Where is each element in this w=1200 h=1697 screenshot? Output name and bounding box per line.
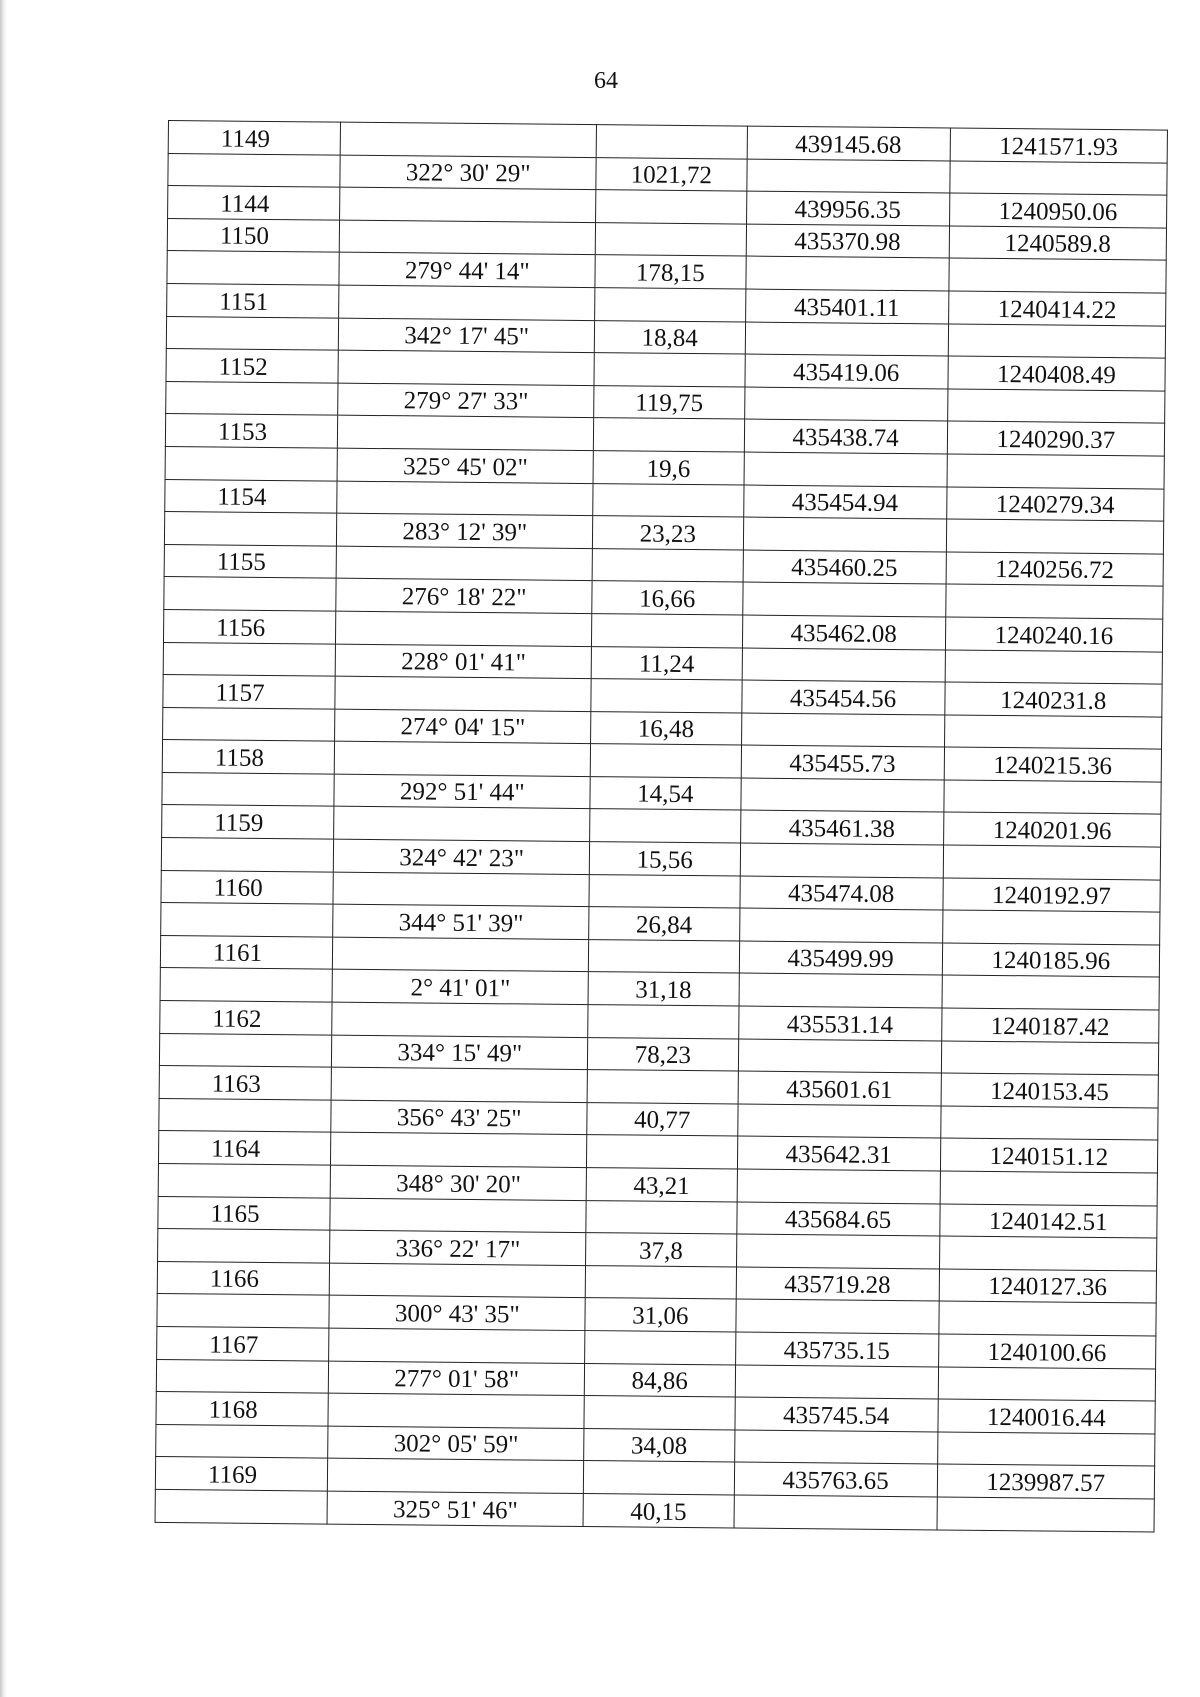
distance-cell <box>587 1070 738 1104</box>
point-number-cell: 1167 <box>157 1326 330 1360</box>
distance-cell: 11,24 <box>591 646 742 680</box>
x-coordinate-cell: 435401.11 <box>745 289 948 324</box>
x-coordinate-cell: 435499.99 <box>739 941 942 976</box>
y-coordinate-cell: 1240215.36 <box>944 747 1162 782</box>
x-coordinate-cell: 435455.73 <box>741 745 944 780</box>
bearing-angle-cell: 336° 22' 17" <box>330 1230 586 1265</box>
distance-cell: 119,75 <box>594 385 745 419</box>
y-coordinate-cell <box>942 975 1160 1010</box>
x-coordinate-cell: 435531.14 <box>738 1006 941 1041</box>
point-number-cell: 1144 <box>168 186 341 220</box>
y-coordinate-cell <box>940 1106 1158 1141</box>
x-coordinate-cell: 435719.28 <box>736 1267 939 1302</box>
x-coordinate-cell: 435642.31 <box>737 1136 940 1171</box>
distance-cell: 26,84 <box>589 907 740 941</box>
x-coordinate-cell <box>739 973 942 1008</box>
x-coordinate-cell: 435454.56 <box>741 680 944 715</box>
y-coordinate-cell: 1240408.49 <box>948 356 1166 391</box>
y-coordinate-cell <box>942 910 1160 945</box>
distance-cell: 14,54 <box>590 776 741 810</box>
x-coordinate-cell <box>739 908 942 943</box>
x-coordinate-cell: 435454.94 <box>743 485 946 520</box>
y-coordinate-cell: 1240240.16 <box>945 617 1163 652</box>
y-coordinate-cell: 1240256.72 <box>946 552 1164 587</box>
bearing-angle-cell: 300° 43' 35" <box>329 1295 585 1330</box>
x-coordinate-cell <box>734 1430 937 1465</box>
point-number-cell: 1163 <box>159 1066 332 1100</box>
y-coordinate-cell <box>938 1367 1156 1402</box>
point-number-cell <box>166 381 339 415</box>
point-number-cell: 1157 <box>163 675 336 709</box>
x-coordinate-cell <box>746 159 949 194</box>
distance-cell <box>590 809 741 843</box>
bearing-angle-cell <box>334 807 590 842</box>
point-number-cell: 1154 <box>165 479 338 513</box>
y-coordinate-cell: 1239987.57 <box>937 1464 1155 1499</box>
bearing-angle-cell <box>340 220 596 255</box>
x-coordinate-cell <box>737 1169 940 1204</box>
y-coordinate-cell: 1240185.96 <box>942 943 1160 978</box>
x-coordinate-cell: 435438.74 <box>744 419 947 454</box>
y-coordinate-cell <box>946 519 1164 554</box>
distance-cell: 31,18 <box>588 972 739 1006</box>
y-coordinate-cell: 1240151.12 <box>940 1138 1158 1173</box>
point-number-cell: 1152 <box>166 349 339 383</box>
point-number-cell <box>159 1033 332 1067</box>
x-coordinate-cell: 435419.06 <box>744 354 947 389</box>
distance-cell <box>583 1461 734 1495</box>
x-coordinate-cell: 435462.08 <box>742 615 945 650</box>
y-coordinate-cell <box>944 715 1162 750</box>
distance-cell: 31,06 <box>585 1298 736 1332</box>
point-number-cell: 1169 <box>155 1457 328 1491</box>
bearing-angle-cell <box>340 187 596 222</box>
distance-cell: 84,86 <box>584 1363 735 1397</box>
distance-cell: 19,6 <box>593 451 744 485</box>
point-number-cell: 1150 <box>167 218 340 252</box>
y-coordinate-cell: 1240414.22 <box>948 291 1166 326</box>
y-coordinate-cell: 1240231.8 <box>944 682 1162 717</box>
distance-cell <box>586 1200 737 1234</box>
bearing-angle-cell <box>335 741 591 776</box>
point-number-cell <box>164 577 337 611</box>
point-number-cell <box>159 1098 332 1132</box>
y-coordinate-cell <box>939 1236 1157 1271</box>
x-coordinate-cell: 439145.68 <box>747 126 950 161</box>
coordinates-table <box>155 120 1168 1532</box>
y-coordinate-cell: 1240290.37 <box>947 421 1165 456</box>
point-number-cell: 1166 <box>157 1261 330 1295</box>
distance-cell: 43,21 <box>586 1168 737 1202</box>
y-coordinate-cell <box>937 1432 1155 1467</box>
point-number-cell: 1162 <box>160 1000 333 1034</box>
bearing-angle-cell <box>330 1198 586 1233</box>
distance-cell <box>595 288 746 322</box>
x-coordinate-cell: 435745.54 <box>734 1397 937 1432</box>
distance-cell <box>596 190 747 224</box>
point-number-cell <box>167 251 340 285</box>
x-coordinate-cell <box>744 452 947 487</box>
distance-cell <box>585 1265 736 1299</box>
x-coordinate-cell <box>734 1495 937 1530</box>
bearing-angle-cell: 324° 42' 23" <box>334 839 590 874</box>
distance-cell: 78,23 <box>588 1037 739 1071</box>
bearing-angle-cell <box>332 1002 588 1037</box>
page-number: 64 <box>594 68 618 94</box>
bearing-angle-cell <box>336 611 592 646</box>
x-coordinate-cell: 435460.25 <box>743 550 946 585</box>
distance-cell: 15,56 <box>589 842 740 876</box>
bearing-angle-cell: 356° 43' 25" <box>331 1100 587 1135</box>
x-coordinate-cell <box>744 387 947 422</box>
distance-cell: 16,48 <box>591 711 742 745</box>
bearing-angle-cell <box>328 1393 584 1428</box>
y-coordinate-cell: 1240192.97 <box>943 878 1161 913</box>
x-coordinate-cell <box>737 1104 940 1139</box>
bearing-angle-cell <box>333 937 589 972</box>
y-coordinate-cell: 1241571.93 <box>950 128 1168 163</box>
bearing-angle-cell: 322° 30' 29" <box>340 155 596 190</box>
y-coordinate-cell <box>943 780 1161 815</box>
x-coordinate-cell <box>736 1234 939 1269</box>
point-number-cell <box>168 153 341 187</box>
x-coordinate-cell <box>735 1299 938 1334</box>
point-number-cell: 1153 <box>165 414 338 448</box>
point-number-cell <box>163 642 336 676</box>
x-coordinate-cell: 435461.38 <box>740 810 943 845</box>
x-coordinate-cell: 435370.98 <box>746 224 949 259</box>
distance-cell <box>592 548 743 582</box>
point-number-cell <box>156 1359 329 1393</box>
y-coordinate-cell: 1240201.96 <box>943 812 1161 847</box>
distance-cell: 16,66 <box>592 581 743 615</box>
distance-cell <box>584 1396 735 1430</box>
point-number-cell: 1164 <box>158 1131 331 1165</box>
bearing-angle-cell: 2° 41' 01" <box>332 970 588 1005</box>
point-number-cell <box>164 512 337 546</box>
point-number-cell <box>161 838 334 872</box>
distance-cell <box>589 874 740 908</box>
point-number-cell <box>161 903 334 937</box>
bearing-angle-cell <box>338 415 594 450</box>
y-coordinate-cell: 1240142.51 <box>939 1204 1157 1239</box>
x-coordinate-cell: 435684.65 <box>736 1202 939 1237</box>
y-coordinate-cell <box>945 584 1163 619</box>
x-coordinate-cell <box>738 1039 941 1074</box>
point-number-cell: 1165 <box>158 1196 331 1230</box>
y-coordinate-cell <box>948 324 1166 359</box>
bearing-angle-cell: 279° 44' 14" <box>339 253 595 288</box>
distance-cell: 40,15 <box>583 1493 734 1527</box>
point-number-cell <box>166 316 339 350</box>
y-coordinate-cell: 1240127.36 <box>939 1269 1157 1304</box>
distance-cell <box>593 418 744 452</box>
coordinates-table-body <box>155 121 1167 1532</box>
bearing-angle-cell <box>330 1263 586 1298</box>
y-coordinate-cell: 1240187.42 <box>941 1008 1159 1043</box>
distance-cell: 37,8 <box>586 1233 737 1267</box>
bearing-angle-cell <box>339 285 595 320</box>
x-coordinate-cell <box>742 648 945 683</box>
bearing-angle-cell <box>338 350 594 385</box>
distance-cell <box>594 353 745 387</box>
x-coordinate-cell: 435474.08 <box>739 876 942 911</box>
y-coordinate-cell: 1240100.66 <box>938 1334 1156 1369</box>
bearing-angle-cell <box>336 546 592 581</box>
bearing-angle-cell: 277° 01' 58" <box>329 1361 585 1396</box>
bearing-angle-cell <box>331 1067 587 1102</box>
point-number-cell <box>163 707 336 741</box>
bearing-angle-cell <box>341 122 597 157</box>
x-coordinate-cell <box>742 582 945 617</box>
point-number-cell: 1159 <box>162 805 335 839</box>
bearing-angle-cell: 274° 04' 15" <box>335 709 591 744</box>
bearing-angle-cell <box>335 676 591 711</box>
y-coordinate-cell <box>941 1041 1159 1076</box>
distance-cell: 23,23 <box>593 516 744 550</box>
x-coordinate-cell <box>740 843 943 878</box>
x-coordinate-cell <box>735 1365 938 1400</box>
y-coordinate-cell <box>949 161 1167 196</box>
bearing-angle-cell <box>329 1328 585 1363</box>
point-number-cell <box>162 772 335 806</box>
y-coordinate-cell: 1240589.8 <box>949 226 1167 261</box>
y-coordinate-cell: 1240153.45 <box>941 1073 1159 1108</box>
bearing-angle-cell <box>328 1458 584 1493</box>
point-number-cell: 1161 <box>160 935 333 969</box>
x-coordinate-cell <box>743 517 946 552</box>
x-coordinate-cell: 435763.65 <box>734 1462 937 1497</box>
distance-cell <box>587 1135 738 1169</box>
distance-cell <box>593 483 744 517</box>
distance-cell <box>588 1005 739 1039</box>
x-coordinate-cell <box>745 322 948 357</box>
bearing-angle-cell: 344° 51' 39" <box>333 904 589 939</box>
y-coordinate-cell: 1240279.34 <box>946 487 1164 522</box>
bearing-angle-cell <box>331 1133 587 1168</box>
scan-edge-shadow <box>0 0 7 1697</box>
point-number-cell: 1160 <box>161 870 334 904</box>
y-coordinate-cell <box>948 258 1166 293</box>
point-number-cell <box>158 1163 331 1197</box>
distance-cell <box>588 939 739 973</box>
point-number-cell <box>158 1229 331 1263</box>
distance-cell: 18,84 <box>594 320 745 354</box>
bearing-angle-cell: 276° 18' 22" <box>336 578 592 613</box>
y-coordinate-cell <box>947 454 1165 489</box>
bearing-angle-cell: 348° 30' 20" <box>331 1165 587 1200</box>
x-coordinate-cell: 435601.61 <box>738 1071 941 1106</box>
point-number-cell: 1149 <box>168 121 341 155</box>
bearing-angle-cell: 292° 51' 44" <box>334 774 590 809</box>
point-number-cell <box>160 968 333 1002</box>
point-number-cell: 1151 <box>167 283 340 317</box>
bearing-angle-cell: 325° 45' 02" <box>337 448 593 483</box>
distance-cell: 178,15 <box>595 255 746 289</box>
x-coordinate-cell <box>740 778 943 813</box>
distance-cell: 34,08 <box>584 1428 735 1462</box>
y-coordinate-cell: 1240950.06 <box>949 193 1167 228</box>
bearing-angle-cell: 279° 27' 33" <box>338 383 594 418</box>
point-number-cell <box>157 1294 330 1328</box>
distance-cell: 40,77 <box>587 1102 738 1136</box>
bearing-angle-cell: 334° 15' 49" <box>332 1035 588 1070</box>
bearing-angle-cell: 342° 17' 45" <box>339 318 595 353</box>
point-number-cell: 1158 <box>162 740 335 774</box>
distance-cell <box>595 222 746 256</box>
bearing-angle-cell <box>337 481 593 516</box>
distance-cell: 1021,72 <box>596 157 747 191</box>
y-coordinate-cell <box>938 1301 1156 1336</box>
distance-cell <box>596 125 747 159</box>
distance-cell <box>585 1331 736 1365</box>
y-coordinate-cell <box>947 389 1165 424</box>
bearing-angle-cell: 228° 01' 41" <box>336 644 592 679</box>
bearing-angle-cell: 325° 51' 46" <box>327 1491 583 1526</box>
distance-cell <box>592 613 743 647</box>
y-coordinate-cell <box>937 1497 1155 1532</box>
point-number-cell <box>155 1489 328 1523</box>
x-coordinate-cell <box>745 256 948 291</box>
x-coordinate-cell <box>741 713 944 748</box>
x-coordinate-cell: 435735.15 <box>735 1332 938 1367</box>
y-coordinate-cell <box>945 649 1163 684</box>
bearing-angle-cell <box>333 872 589 907</box>
point-number-cell <box>165 446 338 480</box>
bearing-angle-cell: 283° 12' 39" <box>337 513 593 548</box>
y-coordinate-cell: 1240016.44 <box>938 1399 1156 1434</box>
distance-cell <box>591 679 742 713</box>
point-number-cell: 1155 <box>164 544 337 578</box>
point-number-cell: 1168 <box>156 1392 329 1426</box>
point-number-cell <box>156 1424 329 1458</box>
y-coordinate-cell <box>940 1171 1158 1206</box>
x-coordinate-cell: 439956.35 <box>746 191 949 226</box>
point-number-cell: 1156 <box>163 609 336 643</box>
bearing-angle-cell: 302° 05' 59" <box>328 1426 584 1461</box>
distance-cell <box>590 744 741 778</box>
y-coordinate-cell <box>943 845 1161 880</box>
